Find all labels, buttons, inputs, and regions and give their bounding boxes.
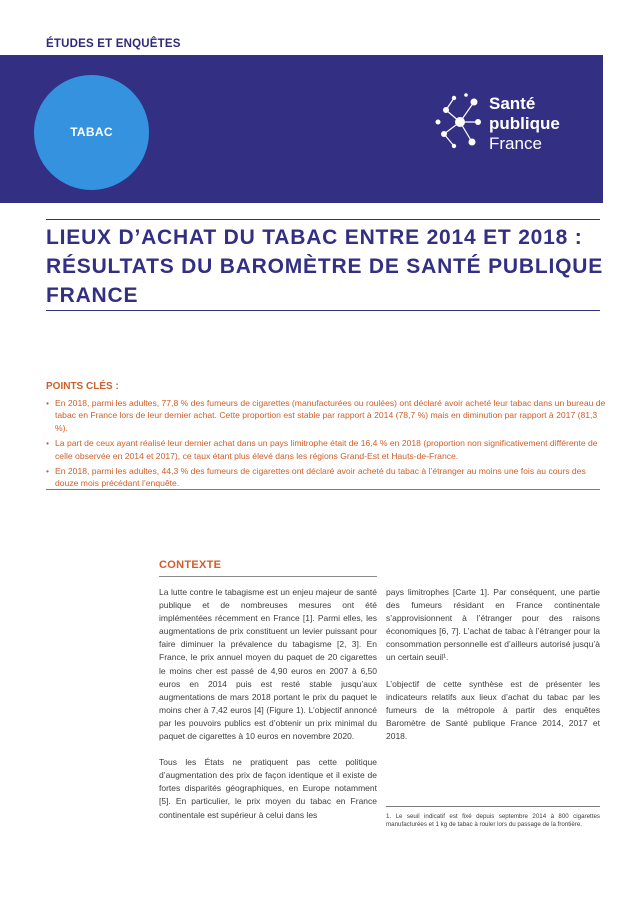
key-point-item: • En 2018, parmi les adultes, 77,8 % des fumeurs de cigarettes (manufacturées ou roulées) ont déclaré avoir acheté leur tabac dans un bureau de tabac en France lors de leur dernier achat. Cette proportion est stable par rapport à 2014 (78,7 %) mais en diminution par rapport à 2017 (81,3 %). [46, 397, 606, 434]
context-paragraph: La lutte contre le tabagisme est un enjeu majeur de santé publique et de nombreuses mesures ont été implémentées récemment en France [1]. Parmi elles, les augmentations de prix constituent un levier puissant pour faire diminuer la prévalence du tabagisme [2, 3]. En France, le prix annuel moyen du paquet de 20 cigarettes le moins cher est passé de 4,90 euros en 2007 à 6,50 euros en 2014 puis est resté stable jusqu’aux augmentations de mars 2018 portant le prix du paquet le moins cher à 7,42 euros [4] (Figure 1). L’objectif annoncé par les pouvoirs publics est d’obtenir un prix minimal du paquet de cigarettes à 10 euros en novembre 2020. [159, 587, 377, 742]
section-label: ÉTUDES ET ENQUÊTES [46, 38, 181, 50]
network-dots-icon [434, 92, 486, 152]
context-column-left [159, 586, 377, 835]
sante-publique-france-logo [434, 88, 584, 168]
context-paragraph: L’objectif de cette synthèse est de présenter les indicateurs relatifs aux lieux d’achat du tabac par les fumeurs de la métropole à partir des enquêtes Baromètre de Santé publique France 2014, 2017 et 2018. [386, 678, 600, 741]
key-points-rule [46, 489, 600, 490]
title-rule-bottom [46, 310, 600, 311]
context-column-right [386, 586, 600, 756]
key-point-item: • La part de ceux ayant réalisé leur dernier achat dans un pays limitrophe était de 16,4 % en 2018 (proportion non significativement différente de celle observée en 2014 et 2017), ce taux étant plus élevé dans les régions Grand-Est et Hauts-de-France. [46, 437, 606, 462]
key-points-heading: POINTS CLÉS : [46, 381, 119, 392]
context-paragraph: Tous les États ne pratiquent pas cette politique d’augmentation des prix de façon identique et il existe de fortes disparités géographiques, en Europe notamment [5]. En particulier, le prix moyen du tabac en France continentale est supérieur à celui dans les [159, 757, 377, 820]
footnote-rule [386, 806, 600, 807]
context-rule [159, 576, 377, 577]
logo-text-line-2: publique [489, 114, 560, 133]
title-rule-top [46, 219, 600, 220]
key-point-item: • En 2018, parmi les adultes, 44,3 % des fumeurs de cigarettes ont déclaré avoir acheté du tabac à l’étranger au moins une fois au cours des douze mois précédant l’enquête. [46, 465, 606, 490]
key-points-list [46, 397, 606, 493]
topic-tag: TABAC [70, 125, 113, 139]
title-line-1: LIEUX D’ACHAT DU TABAC ENTRE 2014 ET 2018 : [46, 226, 583, 249]
logo-text-line-1: Santé [489, 94, 536, 113]
context-paragraph: pays limitrophes [Carte 1]. Par conséquent, une partie des fumeurs résidant en France continentale s’approvisionnent à l’étranger pour des raisons économiques [6, 7]. L’achat de tabac à l’étranger pour la consommation personnelle est d’ailleurs autorisé jusqu’à un certain seuil¹. [386, 587, 600, 663]
document-title [46, 223, 606, 310]
logo-text-line-3: France [489, 134, 542, 153]
context-heading: CONTEXTE [159, 559, 222, 571]
footnote: 1. Le seuil indicatif est fixé depuis septembre 2014 à 800 cigarettes manufacturées et 1 kg de tabac à rouler lors du passage de la frontière. [386, 813, 600, 828]
title-line-3: FRANCE [46, 284, 139, 307]
title-line-2: RÉSULTATS DU BAROMÈTRE DE SANTÉ PUBLIQUE [46, 255, 604, 278]
